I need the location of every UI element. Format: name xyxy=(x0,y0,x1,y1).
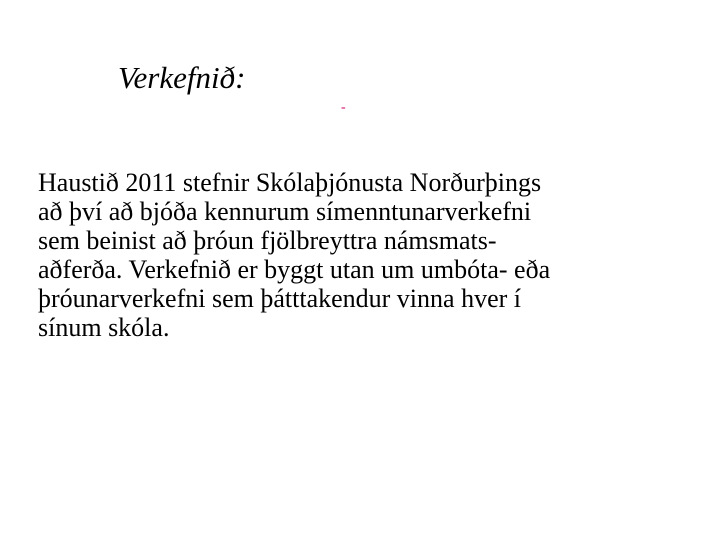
body-paragraph xyxy=(38,168,698,342)
title-mark: - xyxy=(341,100,346,115)
body-line: Haustið 2011 stefnir Skólaþjónusta Norðurþings xyxy=(38,168,542,197)
slide-title: Verkefnið: xyxy=(118,60,246,95)
body-line: sínum skóla. xyxy=(38,313,170,342)
body-line: þróunarverkefni sem þátttakendur vinna hver í xyxy=(38,284,521,313)
body-line: að því að bjóða kennurum símenntunarverkefni xyxy=(38,197,532,226)
body-line: sem beinist að þróun fjölbreyttra námsmats- xyxy=(38,226,497,255)
body-line: aðferða. Verkefnið er byggt utan um umbóta- eða xyxy=(38,255,551,284)
